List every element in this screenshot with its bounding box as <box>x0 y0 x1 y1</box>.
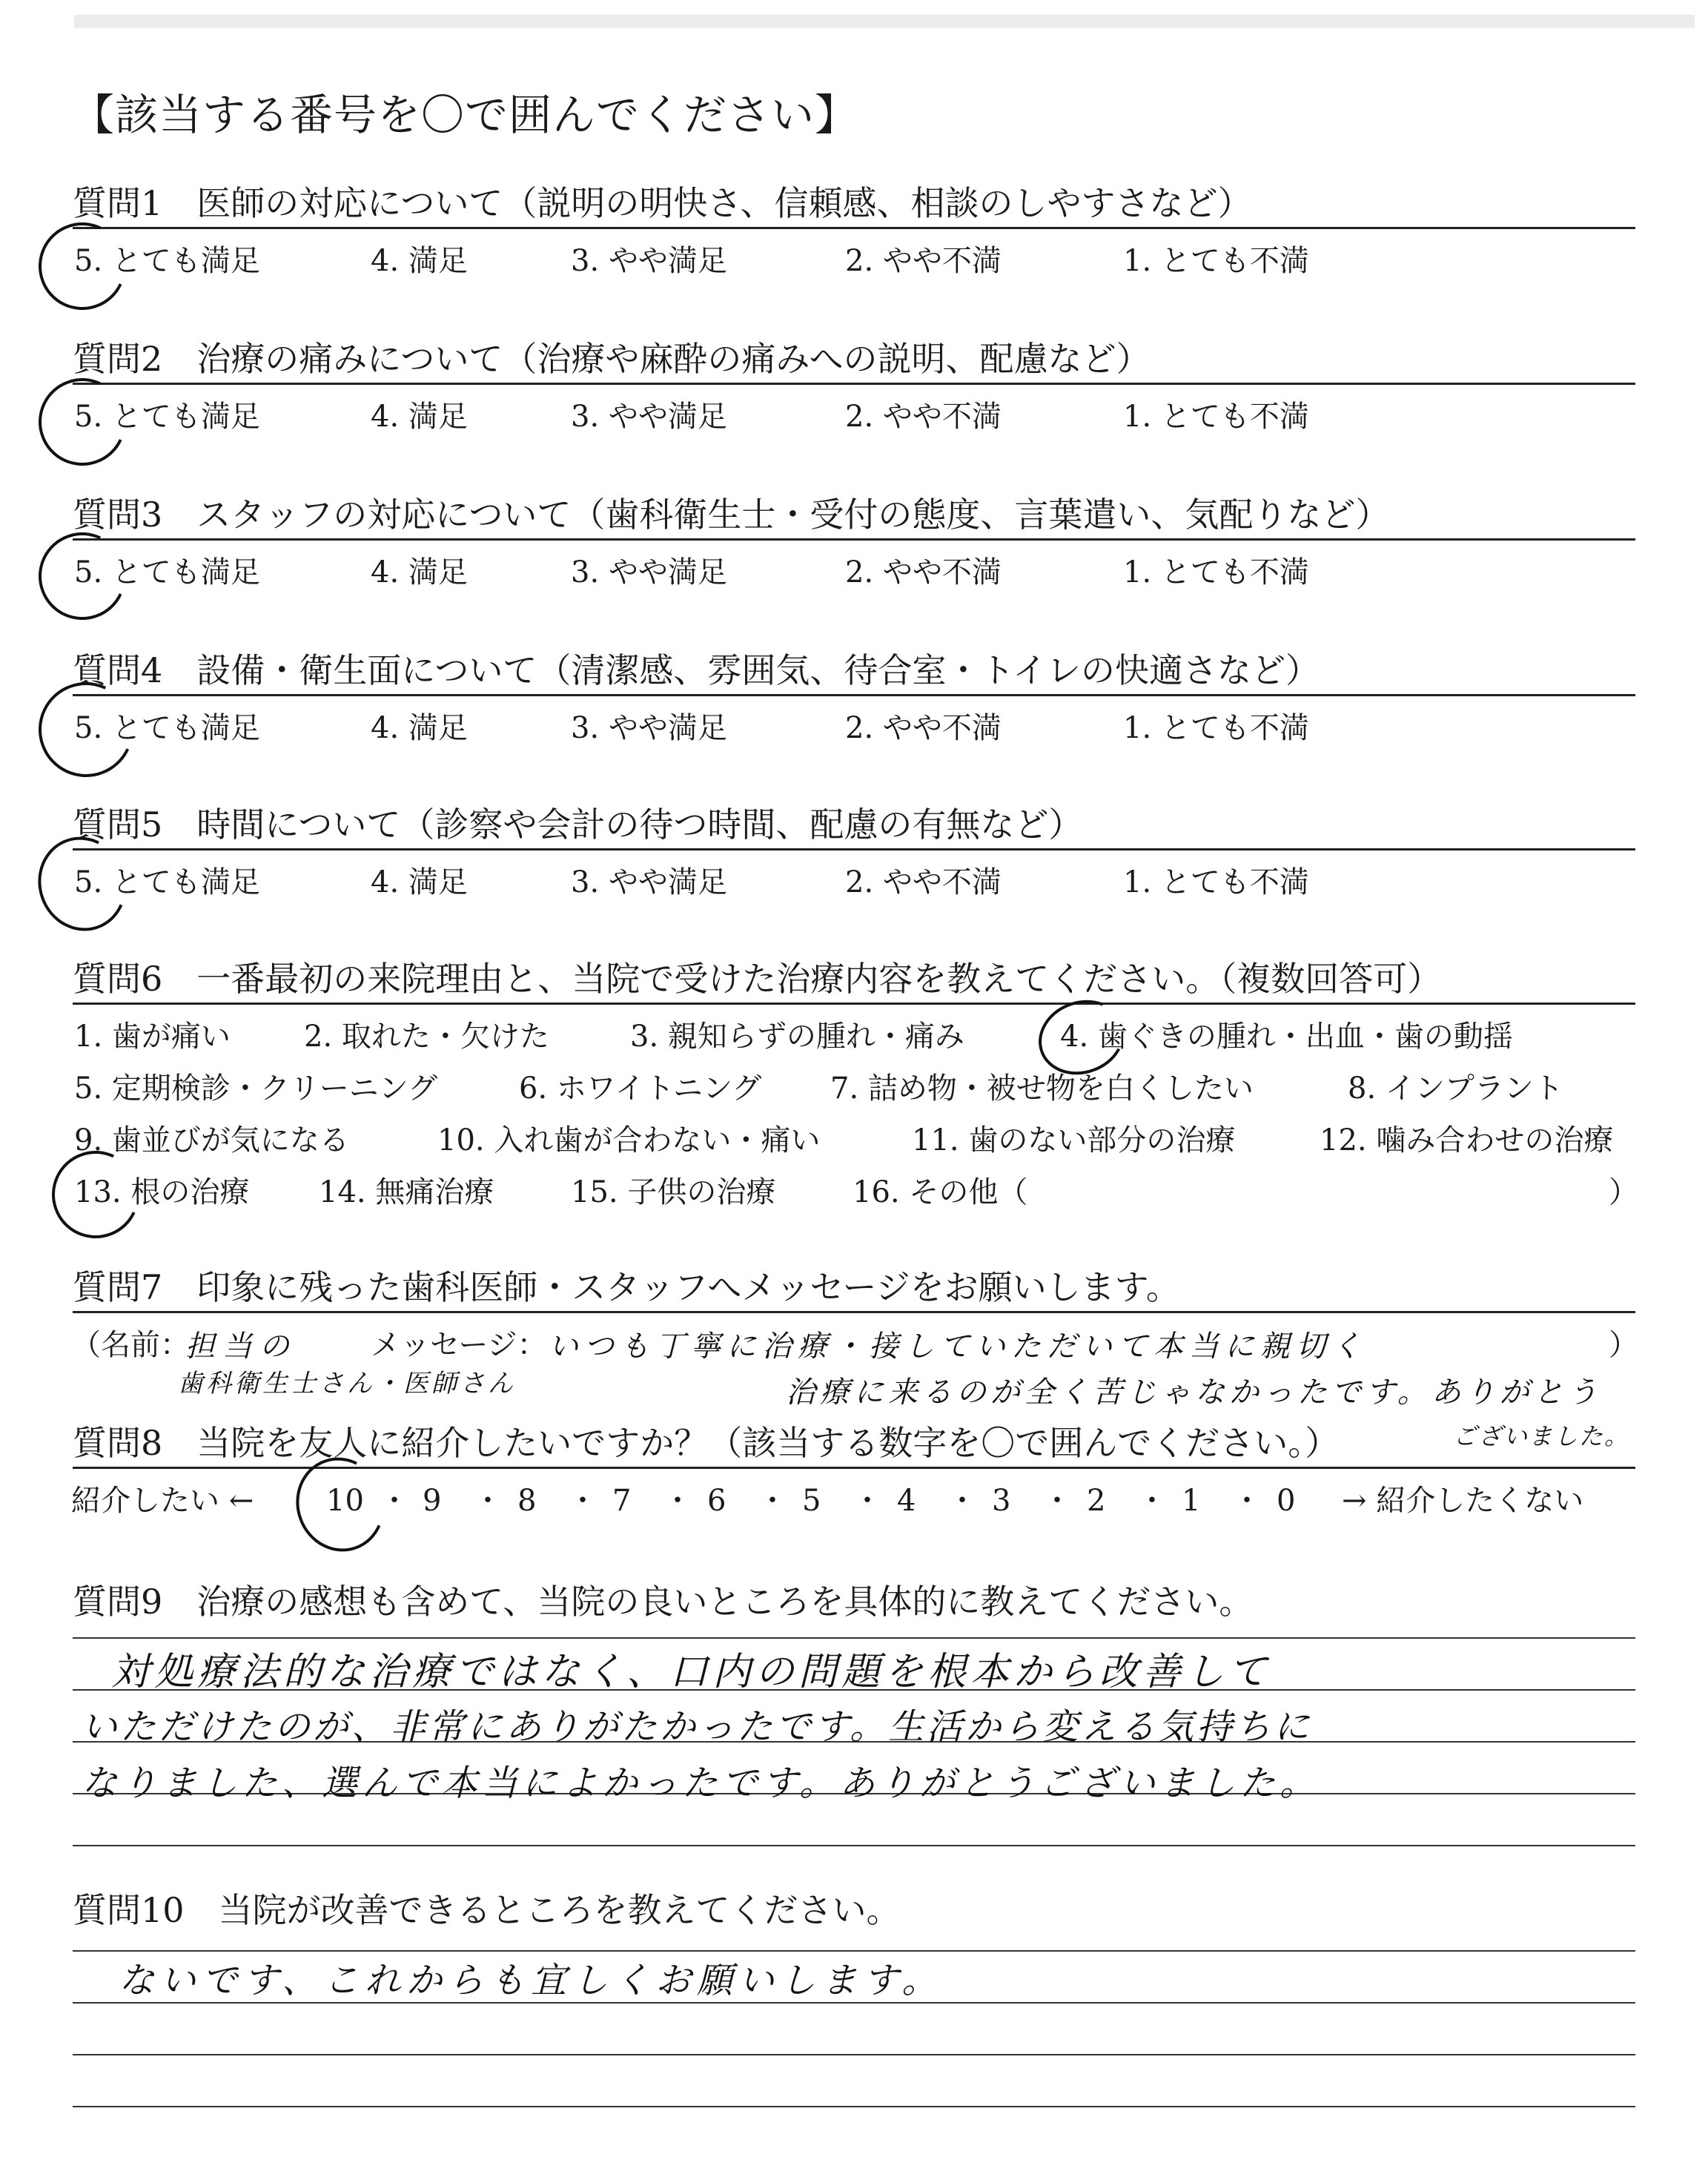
q8-scale-dot: ・ <box>758 1484 787 1518</box>
question-3-label: 質問3 <box>73 495 163 535</box>
q7-handwritten-message-2: 治療に来るのが全く苦じゃなかったです。ありがとう <box>786 1375 1602 1410</box>
q8-scale-2[interactable]: 2 <box>1087 1484 1106 1518</box>
question-4-header <box>73 644 1320 693</box>
q4-option-3[interactable]: 3. やや満足 <box>571 711 727 745</box>
q5-option-2[interactable]: 2. やや不満 <box>845 865 1002 899</box>
q6-option-8[interactable]: 8. インプラント <box>1348 1071 1563 1106</box>
scan-top-edge <box>74 15 1695 28</box>
q7-message-label: メッセージ： <box>371 1328 547 1362</box>
q10-handwritten-line-1: ないです、これからも宜しくお願いします。 <box>119 1960 944 2001</box>
q9-answer-line <box>73 1637 1635 1639</box>
q8-scale-4[interactable]: 4 <box>897 1484 916 1518</box>
q9-handwritten-line-1: 対処療法的な治療ではなく、口内の問題を根本から改善して <box>111 1650 1271 1694</box>
q1-option-3[interactable]: 3. やや満足 <box>571 244 727 278</box>
question-8-rule <box>73 1467 1635 1469</box>
q7-handwritten-message-1: いつも丁寧に治療・接していただいて本当に親切く <box>549 1330 1367 1364</box>
question-6-rule <box>73 1003 1635 1005</box>
question-5-label: 質問5 <box>73 805 163 845</box>
question-10-label: 質問10 <box>73 1890 185 1930</box>
q2-option-1[interactable]: 1. とても不満 <box>1123 400 1309 434</box>
q2-option-3[interactable]: 3. やや満足 <box>571 400 727 434</box>
q6-option-13[interactable]: 13. 根の治療 <box>74 1175 250 1209</box>
q1-option-1[interactable]: 1. とても不満 <box>1123 244 1309 278</box>
question-10-header <box>73 1883 901 1932</box>
q6-option-2[interactable]: 2. 取れた・欠けた <box>304 1020 549 1054</box>
question-7-text: 印象に残った歯科医師・スタッフへメッセージをお願いします。 <box>196 1267 1180 1307</box>
q8-scale-dot: ・ <box>380 1484 409 1518</box>
q9-answer-line <box>73 1845 1635 1846</box>
q6-option-5[interactable]: 5. 定期検診・クリーニング <box>74 1071 438 1106</box>
q6-option-3[interactable]: 3. 親知らずの腫れ・痛み <box>630 1020 964 1054</box>
question-3-header <box>73 488 1389 537</box>
question-1-text: 医師の対応について（説明の明快さ、信頼感、相談のしやすさなど） <box>196 183 1252 223</box>
q8-scale-dot: ・ <box>663 1484 692 1518</box>
q2-option-5[interactable]: 5. とても満足 <box>74 400 260 434</box>
question-9-text: 治療の感想も含めて、当院の良いところを具体的に教えてください。 <box>196 1582 1254 1622</box>
q5-option-1[interactable]: 1. とても不満 <box>1123 865 1309 899</box>
question-10-text: 当院が改善できるところを教えてください。 <box>218 1890 901 1930</box>
page-title: 【該当する番号を〇で囲んでください】 <box>71 90 859 140</box>
q6-option-10[interactable]: 10. 入れ歯が合わない・痛い <box>437 1123 821 1157</box>
q3-option-5[interactable]: 5. とても満足 <box>74 555 260 589</box>
q4-option-5[interactable]: 5. とても満足 <box>74 711 260 745</box>
q4-option-2[interactable]: 2. やや不満 <box>845 711 1002 745</box>
q8-scale-8[interactable]: 8 <box>517 1484 537 1518</box>
question-6-label: 質問6 <box>73 959 163 999</box>
q6-option-7[interactable]: 7. 詰め物・被せ物を白くしたい <box>830 1071 1254 1106</box>
q2-option-2[interactable]: 2. やや不満 <box>845 400 1002 434</box>
q8-scale-dot: ・ <box>1232 1484 1262 1518</box>
question-9-label: 質問9 <box>73 1582 163 1622</box>
question-8-label: 質問8 <box>73 1423 163 1463</box>
q8-scale-10[interactable]: 10 <box>326 1484 364 1518</box>
q8-scale-dot: ・ <box>473 1484 503 1518</box>
q6-option-11[interactable]: 11. 歯のない部分の治療 <box>912 1123 1236 1157</box>
q8-scale-6[interactable]: 6 <box>707 1484 726 1518</box>
q6-option-14[interactable]: 14. 無痛治療 <box>319 1175 494 1209</box>
q10-answer-line <box>73 2106 1635 2107</box>
question-4-label: 質問4 <box>73 650 163 690</box>
question-7-rule <box>73 1311 1635 1313</box>
q7-handwritten-name-2: 歯科衛生士さん・医師さん <box>178 1369 516 1398</box>
q6-option-9[interactable]: 9. 歯並びが気になる <box>74 1123 349 1157</box>
question-4-text: 設備・衛生面について（清潔感、雰囲気、待合室・トイレの快適さなど） <box>196 650 1320 690</box>
q1-option-2[interactable]: 2. やや不満 <box>845 244 1002 278</box>
q2-option-4[interactable]: 4. 満足 <box>371 400 468 434</box>
question-8-text: 当院を友人に紹介したいですか？（該当する数字を〇で囲んでください。） <box>196 1423 1340 1463</box>
q8-scale-dot: ・ <box>853 1484 882 1518</box>
q7-name-label: （名前： <box>71 1328 190 1362</box>
question-2-header <box>73 332 1150 381</box>
q8-scale-dot: ・ <box>1042 1484 1072 1518</box>
q8-scale-7[interactable]: 7 <box>612 1484 632 1518</box>
q4-option-4[interactable]: 4. 満足 <box>371 711 468 745</box>
q8-scale <box>326 1477 1312 1519</box>
q6-option-12[interactable]: 12. 噛み合わせの治療 <box>1320 1123 1614 1157</box>
q10-answer-line <box>73 2054 1635 2055</box>
question-5-rule <box>73 848 1635 851</box>
question-7-label: 質問7 <box>73 1267 163 1307</box>
question-9-header <box>73 1575 1253 1624</box>
q8-scale-dot: ・ <box>947 1484 977 1518</box>
q7-close-paren: ） <box>1609 1328 1638 1362</box>
q7-handwritten-name-1: 担当の <box>185 1330 297 1364</box>
q8-scale-5[interactable]: 5 <box>802 1484 821 1518</box>
q7-handwritten-message-3: ございました。 <box>1453 1422 1630 1450</box>
question-1-label: 質問1 <box>73 183 163 223</box>
question-1-header <box>73 176 1252 225</box>
q6-option-1[interactable]: 1. 歯が痛い <box>74 1020 231 1054</box>
q6-option-16[interactable]: 16. その他（ <box>853 1175 1028 1209</box>
question-7-header <box>73 1261 1180 1309</box>
q3-option-4[interactable]: 4. 満足 <box>371 555 468 589</box>
q8-scale-1[interactable]: 1 <box>1182 1484 1201 1518</box>
q5-option-4[interactable]: 4. 満足 <box>371 865 468 899</box>
question-2-label: 質問2 <box>73 339 163 379</box>
q5-option-5[interactable]: 5. とても満足 <box>74 865 260 899</box>
q1-option-5[interactable]: 5. とても満足 <box>74 244 260 278</box>
q6-option-4[interactable]: 4. 歯ぐきの腫れ・出血・歯の動揺 <box>1060 1020 1513 1054</box>
q6-option-16-close: ） <box>1609 1175 1638 1209</box>
q5-option-3[interactable]: 3. やや満足 <box>571 865 727 899</box>
q8-left-label: 紹介したい ← <box>71 1484 254 1518</box>
question-6-header <box>73 952 1441 1001</box>
question-8-header <box>73 1416 1339 1465</box>
question-6-text: 一番最初の来院理由と、当院で受けた治療内容を教えてください。（複数回答可） <box>196 959 1442 999</box>
q8-scale-0[interactable]: 0 <box>1277 1484 1296 1518</box>
q3-option-2[interactable]: 2. やや不満 <box>845 555 1002 589</box>
question-4-rule <box>73 694 1635 696</box>
q3-option-3[interactable]: 3. やや満足 <box>571 555 727 589</box>
q4-option-1[interactable]: 1. とても不満 <box>1123 711 1309 745</box>
q8-scale-dot: ・ <box>568 1484 598 1518</box>
question-5-header <box>73 798 1082 847</box>
q6-option-6[interactable]: 6. ホワイトニング <box>519 1071 762 1106</box>
q6-option-15[interactable]: 15. 子供の治療 <box>571 1175 776 1209</box>
q8-right-label: → 紹介したくない <box>1342 1484 1584 1518</box>
q8-scale-3[interactable]: 3 <box>992 1484 1011 1518</box>
question-3-text: スタッフの対応について（歯科衛生士・受付の態度、言葉遣い、気配りなど） <box>196 495 1390 535</box>
q3-option-1[interactable]: 1. とても不満 <box>1123 555 1309 589</box>
question-3-rule <box>73 538 1635 541</box>
q8-scale-9[interactable]: 9 <box>423 1484 442 1518</box>
q1-option-4[interactable]: 4. 満足 <box>371 244 468 278</box>
question-2-text: 治療の痛みについて（治療や麻酔の痛みへの説明、配慮など） <box>196 339 1151 379</box>
question-5-text: 時間について（診察や会計の待つ時間、配慮の有無など） <box>196 805 1083 845</box>
q8-scale-dot: ・ <box>1137 1484 1167 1518</box>
question-1-rule <box>73 227 1635 229</box>
q9-handwritten-line-2: いただけたのが、非常にありがたかったです。生活から変える気持ちに <box>82 1706 1313 1748</box>
q9-handwritten-line-3: なりました、選んで本当によかったです。ありがとうございました。 <box>82 1763 1320 1804</box>
q3-selection-circle <box>26 520 138 632</box>
question-2-rule <box>73 383 1635 385</box>
